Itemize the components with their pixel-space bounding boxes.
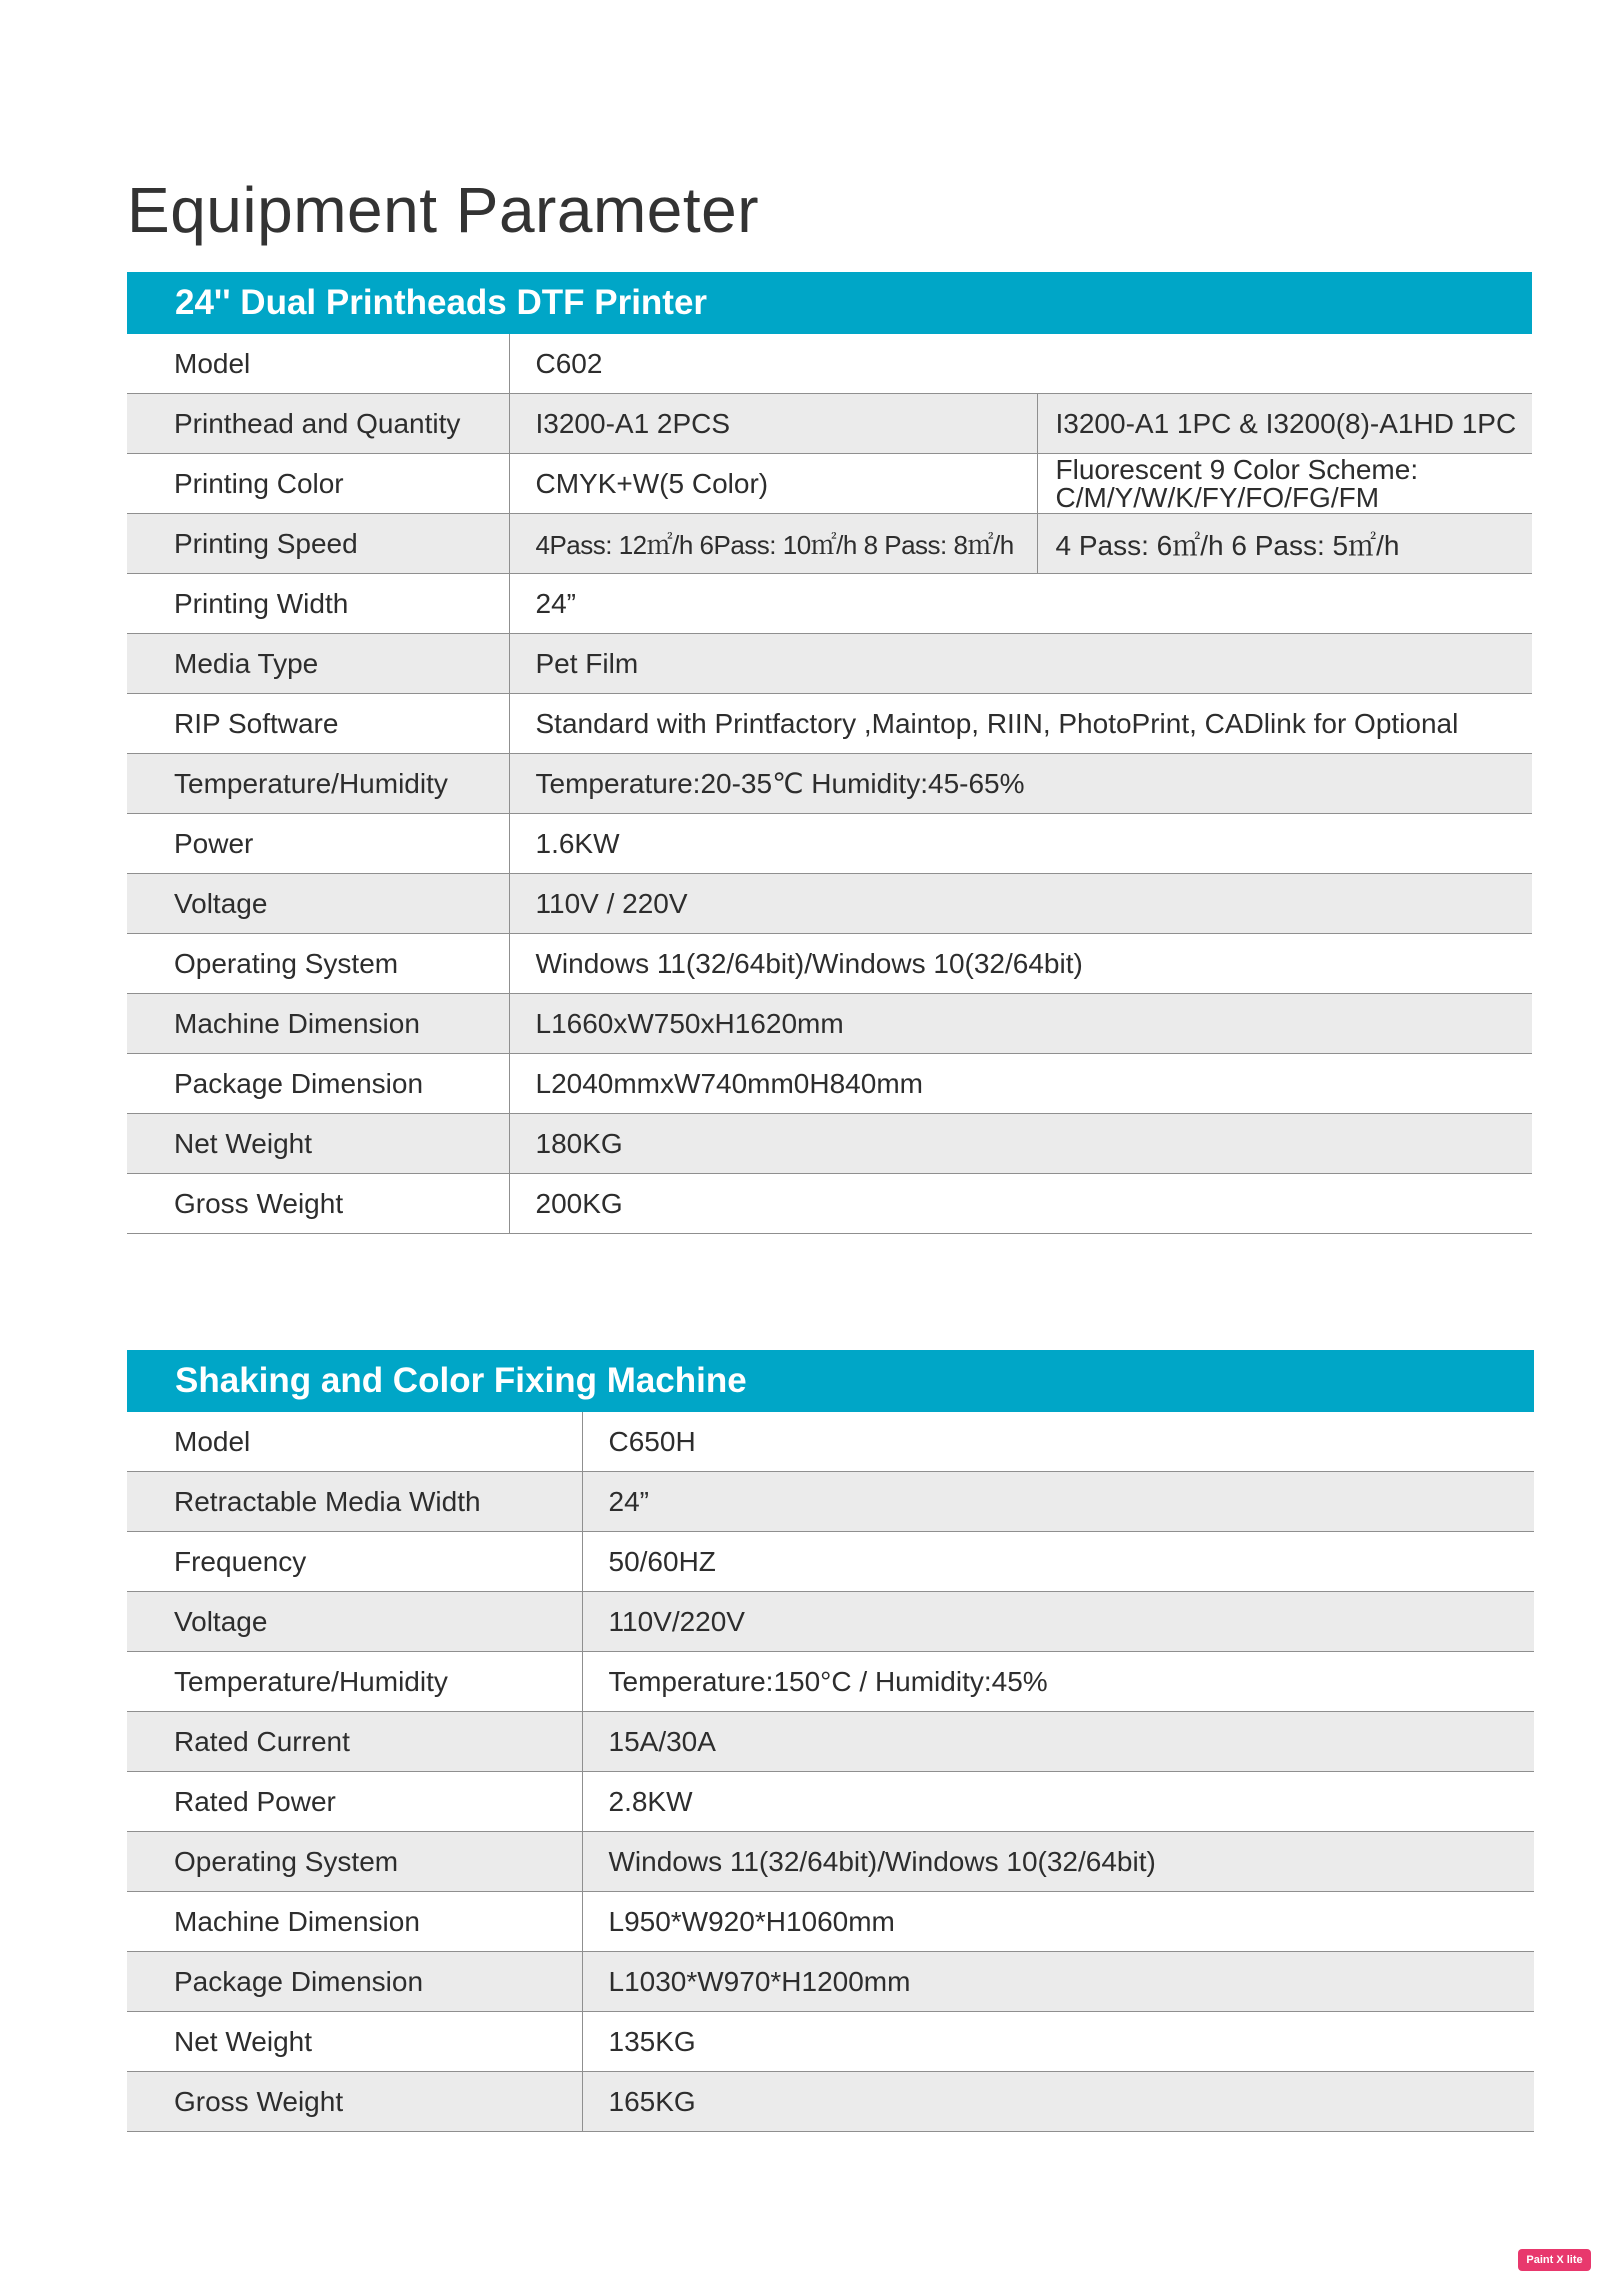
param-value-alt: 4 Pass: 6㎡/h 6 Pass: 5㎡/h <box>1037 514 1532 574</box>
section-header-band <box>127 1350 1534 1412</box>
param-value: L1660xW750xH1620mm <box>509 994 1532 1054</box>
param-value-alt-line: Fluorescent 9 Color Scheme: <box>1055 453 1419 485</box>
param-value: 110V / 220V <box>509 874 1532 934</box>
param-value: Temperature:20-35℃ Humidity:45-65% <box>509 754 1532 814</box>
param-value: 110V/220V <box>582 1592 1534 1652</box>
table-row <box>127 1532 1534 1592</box>
table-row <box>127 1412 1534 1472</box>
param-value: Standard with Printfactory ,Maintop, RIIN, PhotoPrint, CADlink for Optional <box>509 694 1532 754</box>
param-value: L950*W920*H1060mm <box>582 1892 1534 1952</box>
param-label: Temperature/Humidity <box>127 1652 582 1712</box>
param-value: 180KG <box>509 1114 1532 1174</box>
table-row <box>127 634 1532 694</box>
param-value: 2.8KW <box>582 1772 1534 1832</box>
table-row <box>127 1592 1534 1652</box>
printer-spec-table <box>127 334 1532 1234</box>
param-label: Printing Width <box>127 574 509 634</box>
table-row <box>127 1952 1534 2012</box>
table-row <box>127 694 1532 754</box>
param-label: Printhead and Quantity <box>127 394 509 454</box>
table-row <box>127 934 1532 994</box>
param-label: Rated Current <box>127 1712 582 1772</box>
shaker-spec-table <box>127 1412 1534 2132</box>
param-label: Package Dimension <box>127 1952 582 2012</box>
table-row <box>127 814 1532 874</box>
param-label: Net Weight <box>127 1114 509 1174</box>
section-title: 24'' Dual Printheads DTF Printer <box>175 283 708 322</box>
table-row <box>127 1712 1534 1772</box>
param-value: Windows 11(32/64bit)/Windows 10(32/64bit) <box>582 1832 1534 1892</box>
watermark-badge: Paint X lite <box>1518 2249 1591 2271</box>
table-row <box>127 334 1532 394</box>
param-value: 50/60HZ <box>582 1532 1534 1592</box>
param-value: 200KG <box>509 1174 1532 1234</box>
table-row <box>127 1832 1534 1892</box>
param-label: Voltage <box>127 1592 582 1652</box>
section-header-band <box>127 272 1532 334</box>
table-row <box>127 1472 1534 1532</box>
param-value-alt-line: C/M/Y/W/K/FY/FO/FG/FM <box>1055 481 1380 513</box>
param-label: Operating System <box>127 1832 582 1892</box>
table-row <box>127 514 1532 574</box>
param-label: Retractable Media Width <box>127 1472 582 1532</box>
param-label: Operating System <box>127 934 509 994</box>
param-value-alt: I3200-A1 1PC & I3200(8)-A1HD 1PC <box>1037 394 1532 454</box>
section-title: Shaking and Color Fixing Machine <box>175 1361 747 1400</box>
param-value: C650H <box>582 1412 1534 1472</box>
param-value: L2040mmxW740mm0H840mm <box>509 1054 1532 1114</box>
param-label: Model <box>127 334 509 394</box>
param-value: 165KG <box>582 2072 1534 2132</box>
page-title: Equipment Parameter <box>127 174 760 246</box>
param-label: Model <box>127 1412 582 1472</box>
param-value-alt <box>1037 454 1532 514</box>
param-label: Rated Power <box>127 1772 582 1832</box>
table-row <box>127 1054 1532 1114</box>
table-row <box>127 2012 1534 2072</box>
param-value: I3200-A1 2PCS <box>509 394 1037 454</box>
param-label: Machine Dimension <box>127 994 509 1054</box>
param-label: Package Dimension <box>127 1054 509 1114</box>
param-label: Net Weight <box>127 2012 582 2072</box>
param-label: Printing Color <box>127 454 509 514</box>
table-row <box>127 994 1532 1054</box>
param-label: Machine Dimension <box>127 1892 582 1952</box>
table-row <box>127 454 1532 514</box>
table-row <box>127 1892 1534 1952</box>
param-value: 24” <box>509 574 1532 634</box>
param-label: Gross Weight <box>127 2072 582 2132</box>
param-label: Temperature/Humidity <box>127 754 509 814</box>
table-row <box>127 1652 1534 1712</box>
param-value: C602 <box>509 334 1532 394</box>
table-row <box>127 1174 1532 1234</box>
table-row <box>127 394 1532 454</box>
param-label: Printing Speed <box>127 514 509 574</box>
param-value: 1.6KW <box>509 814 1532 874</box>
param-label: Media Type <box>127 634 509 694</box>
param-value: 135KG <box>582 2012 1534 2072</box>
table-row <box>127 1772 1534 1832</box>
param-value: 15A/30A <box>582 1712 1534 1772</box>
param-label: RIP Software <box>127 694 509 754</box>
param-label: Frequency <box>127 1532 582 1592</box>
param-label: Voltage <box>127 874 509 934</box>
param-value: Windows 11(32/64bit)/Windows 10(32/64bit) <box>509 934 1532 994</box>
table-row <box>127 754 1532 814</box>
table-row <box>127 1114 1532 1174</box>
table-row <box>127 2072 1534 2132</box>
table-row <box>127 874 1532 934</box>
param-value: 4Pass: 12㎡/h 6Pass: 10㎡/h 8 Pass: 8㎡/h <box>509 514 1037 574</box>
table-row <box>127 574 1532 634</box>
param-value: Temperature:150°C / Humidity:45% <box>582 1652 1534 1712</box>
param-label: Power <box>127 814 509 874</box>
param-value: CMYK+W(5 Color) <box>509 454 1037 514</box>
param-value: Pet Film <box>509 634 1532 694</box>
param-value: L1030*W970*H1200mm <box>582 1952 1534 2012</box>
param-label: Gross Weight <box>127 1174 509 1234</box>
shaker-spec-section <box>127 1350 1534 2132</box>
param-value: 24” <box>582 1472 1534 1532</box>
printer-spec-section <box>127 272 1532 1234</box>
